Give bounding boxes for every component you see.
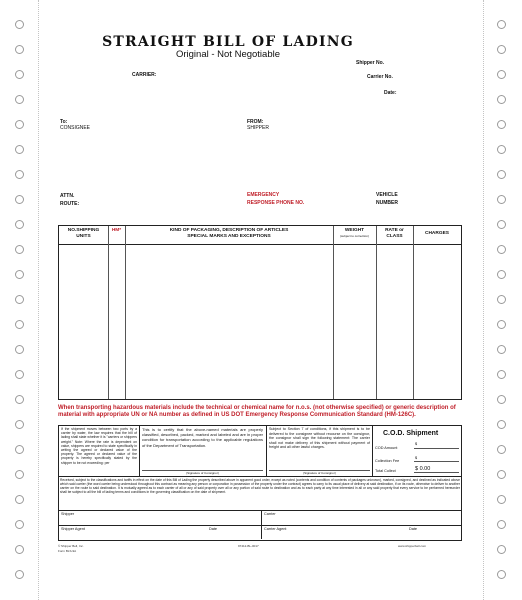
emergency-label: EMERGENCY [247,192,280,198]
header-rate-class [376,228,413,240]
shipment-items-table [58,225,462,400]
total-collect-label: Total Collect [375,469,396,473]
certify-signature-label: (Signature of Consignor) [186,471,219,475]
vehicle-label: VEHICLE [376,192,398,198]
feed-hole [15,245,24,254]
feed-hole [497,445,506,454]
header-rate-line1: RATE or [385,228,404,233]
header-weight [333,228,376,238]
section-divider [266,426,267,476]
carrier-date-label: Date [409,527,418,531]
carrier-label: CARRIER: [132,72,157,78]
feed-hole [497,520,506,529]
feed-hole [497,95,506,104]
consignee-field[interactable]: CONSIGNEE [60,125,91,131]
feed-holes-right [482,0,522,600]
feed-hole [497,270,506,279]
carrier-signature-label: Carrier [264,512,276,516]
terms-section [58,425,462,477]
feed-hole [497,545,506,554]
document-title: STRAIGHT BILL OF LADING [102,34,354,50]
header-hazmat: HM* [111,228,122,233]
column-divider [333,226,334,399]
feed-hole [15,495,24,504]
section7-note: Subject to Section 7 of conditions, if this shipment is to be delivered to the consignee without recourse on the consignor, the consignor shall sign the following statement: The carrier shall not make delivery of this shipment without payment of freight and all other lawful charges. [269,427,370,450]
feed-hole [497,495,506,504]
response-phone-label: RESPONSE PHONE NO. [247,200,305,206]
feed-hole [497,345,506,354]
feed-hole [497,45,506,54]
header-desc-line2: SPECIAL MARKS AND EXCEPTIONS [187,234,271,239]
footer-center-code: 97412-BL-0017 [238,544,259,548]
footer-brand: © Shipper Bell, Inc. [58,544,84,548]
feed-hole [497,220,506,229]
feed-hole [15,20,24,29]
signature-row-divider [59,525,461,526]
cod-amount-line [414,448,459,449]
feed-hole [15,570,24,579]
feed-hole [497,320,506,329]
section-divider [372,426,373,476]
header-desc-line1: KIND OF PACKAGING, DESCRIPTION OF ARTICLES [169,228,289,233]
header-units-line2: UNITS [76,234,91,239]
feed-hole [15,445,24,454]
feed-hole [497,420,506,429]
feed-hole [497,195,506,204]
header-charges: CHARGES [425,231,449,236]
bill-of-lading-form [58,30,462,598]
header-rate-line2: CLASS [386,234,403,239]
feed-hole [497,570,506,579]
left-perforation [38,0,39,600]
shipper-field[interactable]: SHIPPER [247,125,269,131]
header-weight-note: (subject to correction) [340,234,369,238]
column-divider [108,226,109,399]
footer-url: www.shipperbell.com [398,544,427,548]
feed-hole [15,120,24,129]
feed-hole [15,345,24,354]
attn-label: ATTN. [60,193,75,199]
feed-hole [15,145,24,154]
footer-form-code: Form BLS-9A [58,549,77,553]
received-terms: Received, subject to the classifications and tariffs in effect on the date of this Bill of Lading the property described above in apparent good order, except as noted (contents and condition of contents of packages unknown), marked, consigned, and destined as indicated above which said carrier (the word carrier being understood throughout this contract as meaning any person or corporation in possession of the property under the contract) agrees to carry to its usual place of delivery at said destination, if on its route, otherwise to deliver to another carrier on the route to said destination. It is mutually agreed as to each carrier of all or any of said property over all or any portion of said route to destination and as to each party at any time interested in all or any said property that every service to be performed hereunder shall be subject to all the bill of lading terms and conditions in the governing classification on the date of shipment. [58,477,462,511]
feed-hole [497,370,506,379]
date-label: Date: [384,90,397,96]
feed-hole [497,295,506,304]
cod-title: C.O.D. Shipment [383,430,439,437]
carrier-agent-label: Carrier Agent [264,527,287,531]
shipper-agent-label: Shipper Agent [61,527,85,531]
signature-block [58,511,462,541]
feed-hole [15,45,24,54]
feed-hole [497,470,506,479]
to-label: To: [60,119,68,125]
column-divider [125,226,126,399]
cod-amount-value[interactable]: $ [415,442,418,446]
feed-hole [497,245,506,254]
declared-value-note [61,427,137,465]
feed-hole [497,145,506,154]
column-divider [376,226,377,399]
shipper-signature-label: Shipper [61,512,75,516]
header-description [125,228,333,240]
feed-hole [15,320,24,329]
carrier-no-label: Carrier No. [367,74,393,80]
collection-fee-line [414,461,459,462]
right-tractor-feed [482,0,522,600]
feed-hole [15,295,24,304]
feed-hole [15,70,24,79]
route-label: ROUTE: [60,201,80,207]
header-units-line1: NO.SHIPPING [67,228,100,233]
collection-fee-label: Collection Fee [375,459,400,463]
feed-hole [15,545,24,554]
feed-hole [497,170,506,179]
feed-hole [15,520,24,529]
shipper-date-label: Date [209,527,218,531]
vehicle-number-label: NUMBER [376,200,398,206]
certification-note: This is to certify that the above-named materials are properly classified, described, packed, marked and labeled and are in proper condition for transportation according to the applicable regulations of the Department of Transportation. [142,427,263,448]
section-divider [139,426,140,476]
declared-value-per: per [104,460,110,465]
feed-hole [497,120,506,129]
feed-hole [15,195,24,204]
header-weight-label: WEIGHT [344,228,365,233]
right-perforation [483,0,484,600]
feed-holes-left [0,0,40,600]
declared-value-text: If the shipment moves between two ports by a carrier by water, the law requires that the bill of lading shall state whether it is "carriers or shippers weight." Note: Where the rate is dependent on value, shippers are required to state specifically in writing the agreed or declared value of the property. The agreed or declared value of the property is hereby specifically stated by the shipper to be not exceeding: [61,427,137,465]
feed-hole [15,470,24,479]
document-subtitle: Original - Not Negotiable [175,49,281,60]
feed-hole [497,70,506,79]
column-divider [413,226,414,399]
header-shipping-units [59,228,108,240]
collection-fee-value[interactable]: $ [415,456,418,460]
feed-hole [15,270,24,279]
feed-hole [15,170,24,179]
feed-hole [15,220,24,229]
hazmat-notice: When transporting hazardous materials include the technical or chemical name for n.o.s. (not otherwise specified) or generic description of material with appropriate UN or NA number as defined in US DOT Emergency Response Communication Standard (HM-126C). [58,405,456,418]
feed-hole [15,370,24,379]
feed-hole [15,395,24,404]
shipper-no-label: Shipper No. [356,60,385,66]
section7-signature-label: (Signature of Consignor) [303,471,336,475]
feed-hole [497,395,506,404]
from-label: FROM: [247,119,264,125]
left-tractor-feed [0,0,40,600]
feed-hole [15,95,24,104]
feed-hole [15,420,24,429]
total-collect-value[interactable]: $ 0.00 [415,466,431,472]
cod-amount-label: COD Amount [375,446,398,450]
feed-hole [497,20,506,29]
total-collect-line [414,472,459,473]
